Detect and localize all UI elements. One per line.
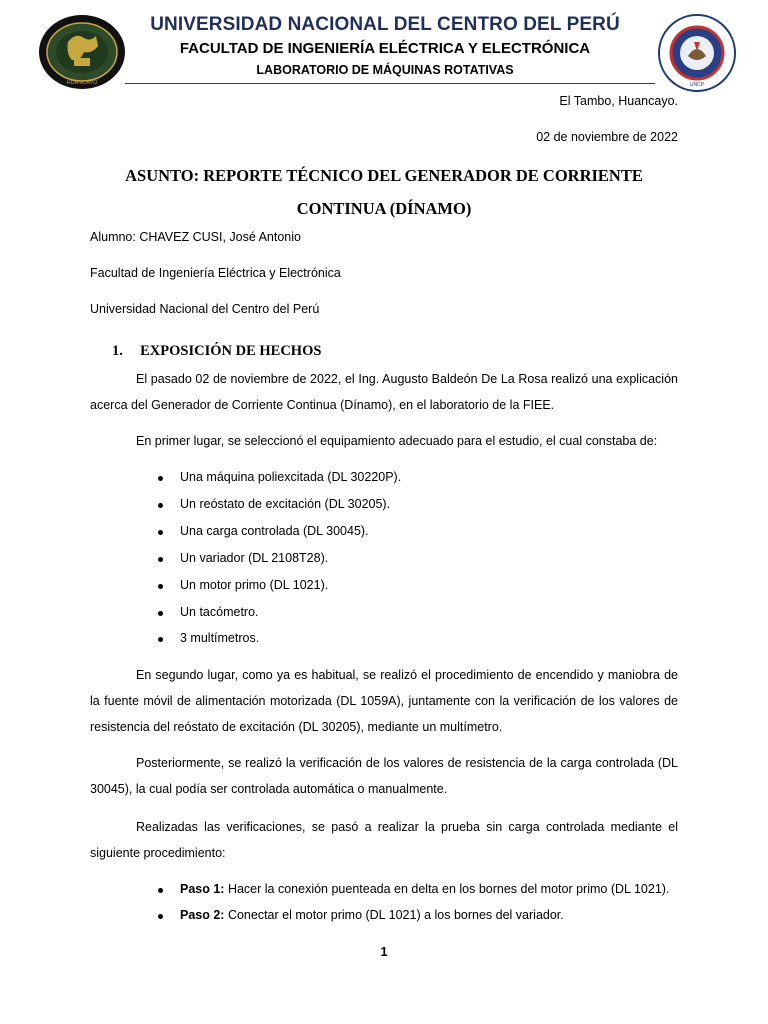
section-title: EXPOSICIÓN DE HECHOS — [140, 343, 322, 359]
paragraph-1: El pasado 02 de noviembre de 2022, el Ing. Augusto Baldeón De La Rosa realizó una explicación acerca del Generador de Corriente Continua (Dínamo), en el laboratorio de la FIEE. — [90, 372, 678, 412]
svg-text:HUANCAYO: HUANCAYO — [66, 80, 98, 86]
student-line: Alumno: CHAVEZ CUSI, José Antonio — [90, 230, 301, 244]
paragraph-4: Posteriormente, se realizó la verificación de los valores de resistencia de la carga controlada (DL 30045), la cual podía ser controlada automática o manualmente. — [90, 756, 678, 796]
faculty-gear-logo — [656, 12, 738, 94]
section-number: 1. — [112, 343, 123, 359]
university-title: UNIVERSIDAD NACIONAL DEL CENTRO DEL PERÚ — [150, 14, 620, 35]
subject-line-1: ASUNTO: REPORTE TÉCNICO DEL GENERADOR DE CORRIENTE — [125, 166, 643, 185]
university-seal-logo — [38, 14, 126, 90]
date-line: 02 de noviembre de 2022 — [536, 130, 678, 144]
header-divider — [125, 83, 655, 84]
section-heading — [112, 343, 321, 360]
faculty-title: FACULTAD DE INGENIERÍA ELÉCTRICA Y ELECTRÓNICA — [179, 40, 591, 57]
lab-title: LABORATORIO DE MÁQUINAS ROTATIVAS — [256, 63, 514, 77]
svg-text:UNCP: UNCP — [689, 82, 705, 88]
paragraph-3: En segundo lugar, como ya es habitual, se realizó el procedimiento de encendido y maniobra de la fuente móvil de alimentación motorizada (DL 1059A), juntamente con la verificación de los valores de resistencia del reóstato de excitación (DL 30205), mediante un multímetro. — [90, 668, 678, 734]
university-line: Universidad Nacional del Centro del Perú — [90, 302, 320, 316]
subject-line-2: CONTINUA (DÍNAMO) — [296, 199, 472, 218]
faculty-line: Facultad de Ingeniería Eléctrica y Electrónica — [90, 266, 341, 280]
place-line: El Tambo, Huancayo. — [559, 94, 678, 108]
paragraph-2: En primer lugar, se seleccionó el equipamiento adecuado para el estudio, el cual constaba de: — [136, 434, 658, 448]
paragraph-5: Realizadas las verificaciones, se pasó a realizar la prueba sin carga controlada mediante el siguiente procedimiento: — [90, 820, 678, 860]
page-number: 1 — [380, 944, 388, 959]
